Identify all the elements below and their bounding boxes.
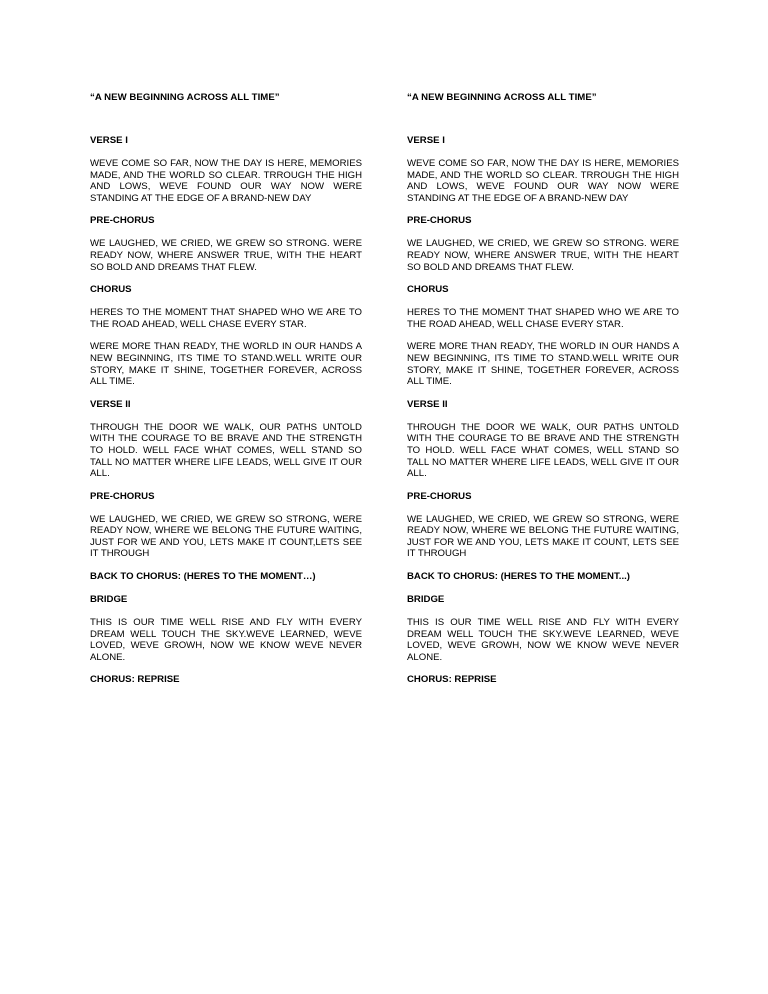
section-heading-chorus: CHORUS bbox=[407, 284, 449, 296]
section-heading-verse-1: VERSE I bbox=[90, 135, 128, 146]
section-heading-bridge: BRIDGE bbox=[407, 594, 445, 606]
song-title: “A NEW BEGINNING ACROSS ALL TIME” bbox=[90, 92, 280, 103]
back-to-chorus-heading: BACK TO CHORUS: (HERES TO THE MOMENT…) bbox=[90, 571, 316, 583]
section-heading-verse-2: VERSE II bbox=[90, 398, 131, 410]
pre-chorus-2-lyrics: WE LAUGHED, WE CRIED, WE GREW SO STRONG, WERE READY NOW, WHERE WE BELONG THE FUTURE WAITING, JUST FOR WE AND YOU, LETS MAKE IT COUNT, LETS SEE IT THROUGH bbox=[407, 513, 679, 560]
section-heading-pre-chorus-1: PRE-CHORUS bbox=[90, 215, 155, 227]
lyrics-column-right bbox=[407, 92, 679, 686]
chorus-lyrics-part-1: HERES TO THE MOMENT THAT SHAPED WHO WE ARE TO THE ROAD AHEAD, WELL CHASE EVERY STAR. bbox=[407, 307, 679, 330]
pre-chorus-1-lyrics: WE LAUGHED, WE CRIED, WE GREW SO STRONG. WERE READY NOW, WHERE ANSWER TRUE, WITH THE HEART SO BOLD AND DREAMS THAT FLEW. bbox=[90, 238, 362, 273]
chorus-lyrics-part-2: WERE MORE THAN READY, THE WORLD IN OUR HANDS A NEW BEGINNING, ITS TIME TO STAND.WELL WRITE OUR STORY, MAKE IT SHINE, TOGETHER FOREVER, ACROSS ALL TIME. bbox=[90, 341, 362, 388]
chorus-reprise-heading: CHORUS: REPRISE bbox=[407, 674, 497, 686]
section-heading-pre-chorus-2: PRE-CHORUS bbox=[90, 490, 155, 502]
bridge-lyrics: THIS IS OUR TIME WELL RISE AND FLY WITH EVERY DREAM WELL TOUCH THE SKY.WEVE LEARNED, WEVE LOVED, WEVE GROWH, NOW WE KNOW WEVE NEVER ALONE. bbox=[407, 617, 679, 663]
verse-2-lyrics: THROUGH THE DOOR WE WALK, OUR PATHS UNTOLD WITH THE COURAGE TO BE BRAVE AND THE STRENGTH TO HOLD. WELL FACE WHAT COMES, WELL STAND SO TALL NO MATTER WHERE LIFE LEADS, WELL GIVE IT OUR ALL. bbox=[407, 421, 679, 480]
pre-chorus-1-lyrics: WE LAUGHED, WE CRIED, WE GREW SO STRONG. WERE READY NOW, WHERE ANSWER TRUE, WITH THE HEART SO BOLD AND DREAMS THAT FLEW. bbox=[407, 238, 679, 273]
bridge-lyrics: THIS IS OUR TIME WELL RISE AND FLY WITH EVERY DREAM WELL TOUCH THE SKY.WEVE LEARNED, WEVE LOVED, WEVE GROWH, NOW WE KNOW WEVE NEVER ALONE. bbox=[90, 617, 362, 663]
chorus-reprise-heading: CHORUS: REPRISE bbox=[90, 674, 180, 686]
song-title: “A NEW BEGINNING ACROSS ALL TIME” bbox=[407, 92, 597, 103]
chorus-lyrics-part-2: WERE MORE THAN READY, THE WORLD IN OUR HANDS A NEW BEGINNING, ITS TIME TO STAND.WELL WRITE OUR STORY, MAKE IT SHINE, TOGETHER FOREVER, ACROSS ALL TIME. bbox=[407, 341, 679, 388]
verse-1-lyrics: WEVE COME SO FAR, NOW THE DAY IS HERE, MEMORIES MADE, AND THE WORLD SO CLEAR. TRROUGH THE HIGH AND LOWS, WEVE FOUND OUR WAY NOW WERE STANDING AT THE EDGE OF A BRAND-NEW DAY bbox=[90, 158, 362, 204]
section-heading-pre-chorus-2: PRE-CHORUS bbox=[407, 490, 472, 502]
pre-chorus-2-lyrics: WE LAUGHED, WE CRIED, WE GREW SO STRONG, WERE READY NOW, WHERE WE BELONG THE FUTURE WAITING, JUST FOR WE AND YOU, LETS MAKE IT COUNT,LETS SEE IT THROUGH bbox=[90, 513, 362, 560]
back-to-chorus-heading: BACK TO CHORUS: (HERES TO THE MOMENT...) bbox=[407, 571, 630, 583]
verse-2-lyrics: THROUGH THE DOOR WE WALK, OUR PATHS UNTOLD WITH THE COURAGE TO BE BRAVE AND THE STRENGTH TO HOLD. WELL FACE WHAT COMES, WELL STAND SO TALL NO MATTER WHERE LIFE LEADS, WELL GIVE IT OUR ALL. bbox=[90, 421, 362, 480]
lyrics-column-left bbox=[90, 92, 362, 686]
section-heading-bridge: BRIDGE bbox=[90, 594, 128, 606]
chorus-lyrics-part-1: HERES TO THE MOMENT THAT SHAPED WHO WE ARE TO THE ROAD AHEAD, WELL CHASE EVERY STAR. bbox=[90, 307, 362, 330]
verse-1-lyrics: WEVE COME SO FAR, NOW THE DAY IS HERE, MEMORIES MADE, AND THE WORLD SO CLEAR. TRROUGH THE HIGH AND LOWS, WEVE FOUND OUR WAY NOW WERE STANDING AT THE EDGE OF A BRAND-NEW DAY bbox=[407, 158, 679, 204]
section-heading-chorus: CHORUS bbox=[90, 284, 132, 296]
section-heading-pre-chorus-1: PRE-CHORUS bbox=[407, 215, 472, 227]
section-heading-verse-1: VERSE I bbox=[407, 135, 445, 146]
section-heading-verse-2: VERSE II bbox=[407, 398, 448, 410]
